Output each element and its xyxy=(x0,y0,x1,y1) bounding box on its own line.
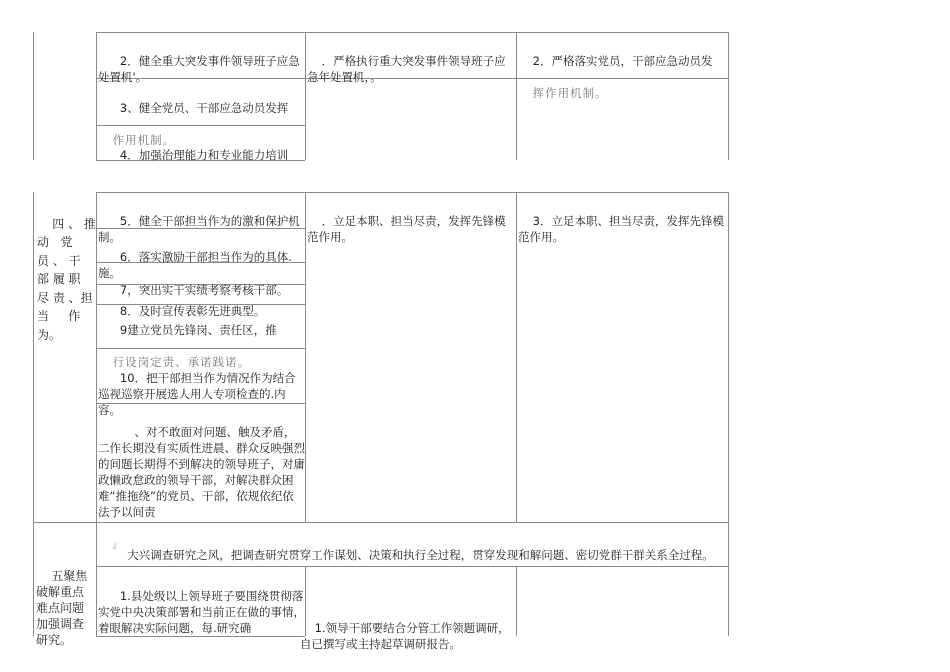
cell-text: 6．落实激励干部担当作为的具体.施。 xyxy=(98,250,292,280)
cell-text: 4．加强治理能力和专业能力培训 xyxy=(112,148,289,162)
cell-text-faint: 行设岗定责、承诺践诺。 xyxy=(112,355,251,369)
table-border xyxy=(96,192,97,522)
cell-text: 5．健全干部担当作为的激和保护机制。 xyxy=(98,214,300,244)
table-cell xyxy=(98,572,305,652)
table-cell xyxy=(307,197,514,261)
table-border xyxy=(96,32,97,160)
table-border xyxy=(305,192,306,522)
cell-text-faint: 』 xyxy=(112,541,122,550)
table-border xyxy=(96,32,728,33)
cell-text: ．严格执行重大突发事件领导班子应急年处置机，。 xyxy=(307,54,506,84)
table-border xyxy=(728,522,729,636)
table-border xyxy=(305,32,306,160)
table-border xyxy=(33,522,728,523)
cell-text: 1.领导干部要结合分管工作领题调研，自已撰写或主持起草调研报告。 xyxy=(300,621,510,651)
table-cell xyxy=(98,131,305,179)
cell-text: 2．严格落实党员，干部应急动员发 xyxy=(532,54,713,68)
cell-text: 1.县处级以上领导班子要围绕贯彻落实党中央决策部署和当前正在做的事情，着眼解决实际问题，每.研究确 xyxy=(98,589,305,635)
cell-text: 9建立党员先锋岗、责任区，推 xyxy=(112,323,277,337)
table-cell xyxy=(518,37,726,117)
section-title xyxy=(37,196,95,363)
cell-text: 、对不敢面对问题、触及矛盾，二作长期没有实质性进晨、群众反映强烈的间题长期得不到解决的领导班子，对庸政懒政怠政的领导干部，对解决群众困难“推拖绕”的党员、干部，依规依纪依法予以间责 xyxy=(98,425,305,519)
table-border xyxy=(33,32,34,160)
cell-text: 3．立足本职、担当尽责，发挥先锋模范作用。 xyxy=(518,214,724,244)
cell-text-faint: 作用机制。 xyxy=(112,133,176,147)
table-cell xyxy=(518,197,726,261)
cell-text: ．立足本职、担当尽责，发挥先锋模范作用。 xyxy=(307,214,506,244)
cell-text: 3、健全党员、干部应急动员发挥 xyxy=(112,101,289,115)
cell-text: 2．健全重大突发事件领导班子应急处置机'。 xyxy=(98,54,300,84)
cell-text: 8．及时宣传表彰先进典型。 xyxy=(112,304,266,318)
table-border xyxy=(33,522,34,636)
table-border xyxy=(728,192,729,522)
section-title-text: 五聚焦破解重点难点问题加强调查研究。 xyxy=(36,569,88,647)
table-border xyxy=(516,32,517,160)
cell-text: 10．把干部担当作为情况作为结合巡视巡察开展选人用人专项检查的.内容。 xyxy=(98,371,296,417)
cell-text-faint: 挥作用机制。 xyxy=(532,86,608,100)
cell-text: 大兴调查研究之风，把调查研究贯穿工作谋划、决策和执行全过程，贯穿发现和解问题、密切党群干群关系全过程。 xyxy=(112,548,714,562)
table-border xyxy=(96,192,728,193)
section-title xyxy=(36,552,94,664)
table-border xyxy=(33,192,34,522)
section-title-text: 四 、 推 动 党 员 、 干 部 履 职 尽 责 、担 当 作 为。 xyxy=(37,216,96,342)
cell-text: 7，突出实干实绩考察考核干部。 xyxy=(112,283,289,297)
table-cell xyxy=(300,604,514,668)
table-border xyxy=(516,192,517,522)
table-border xyxy=(728,32,729,160)
table-border xyxy=(96,522,97,636)
table-cell xyxy=(307,37,514,101)
